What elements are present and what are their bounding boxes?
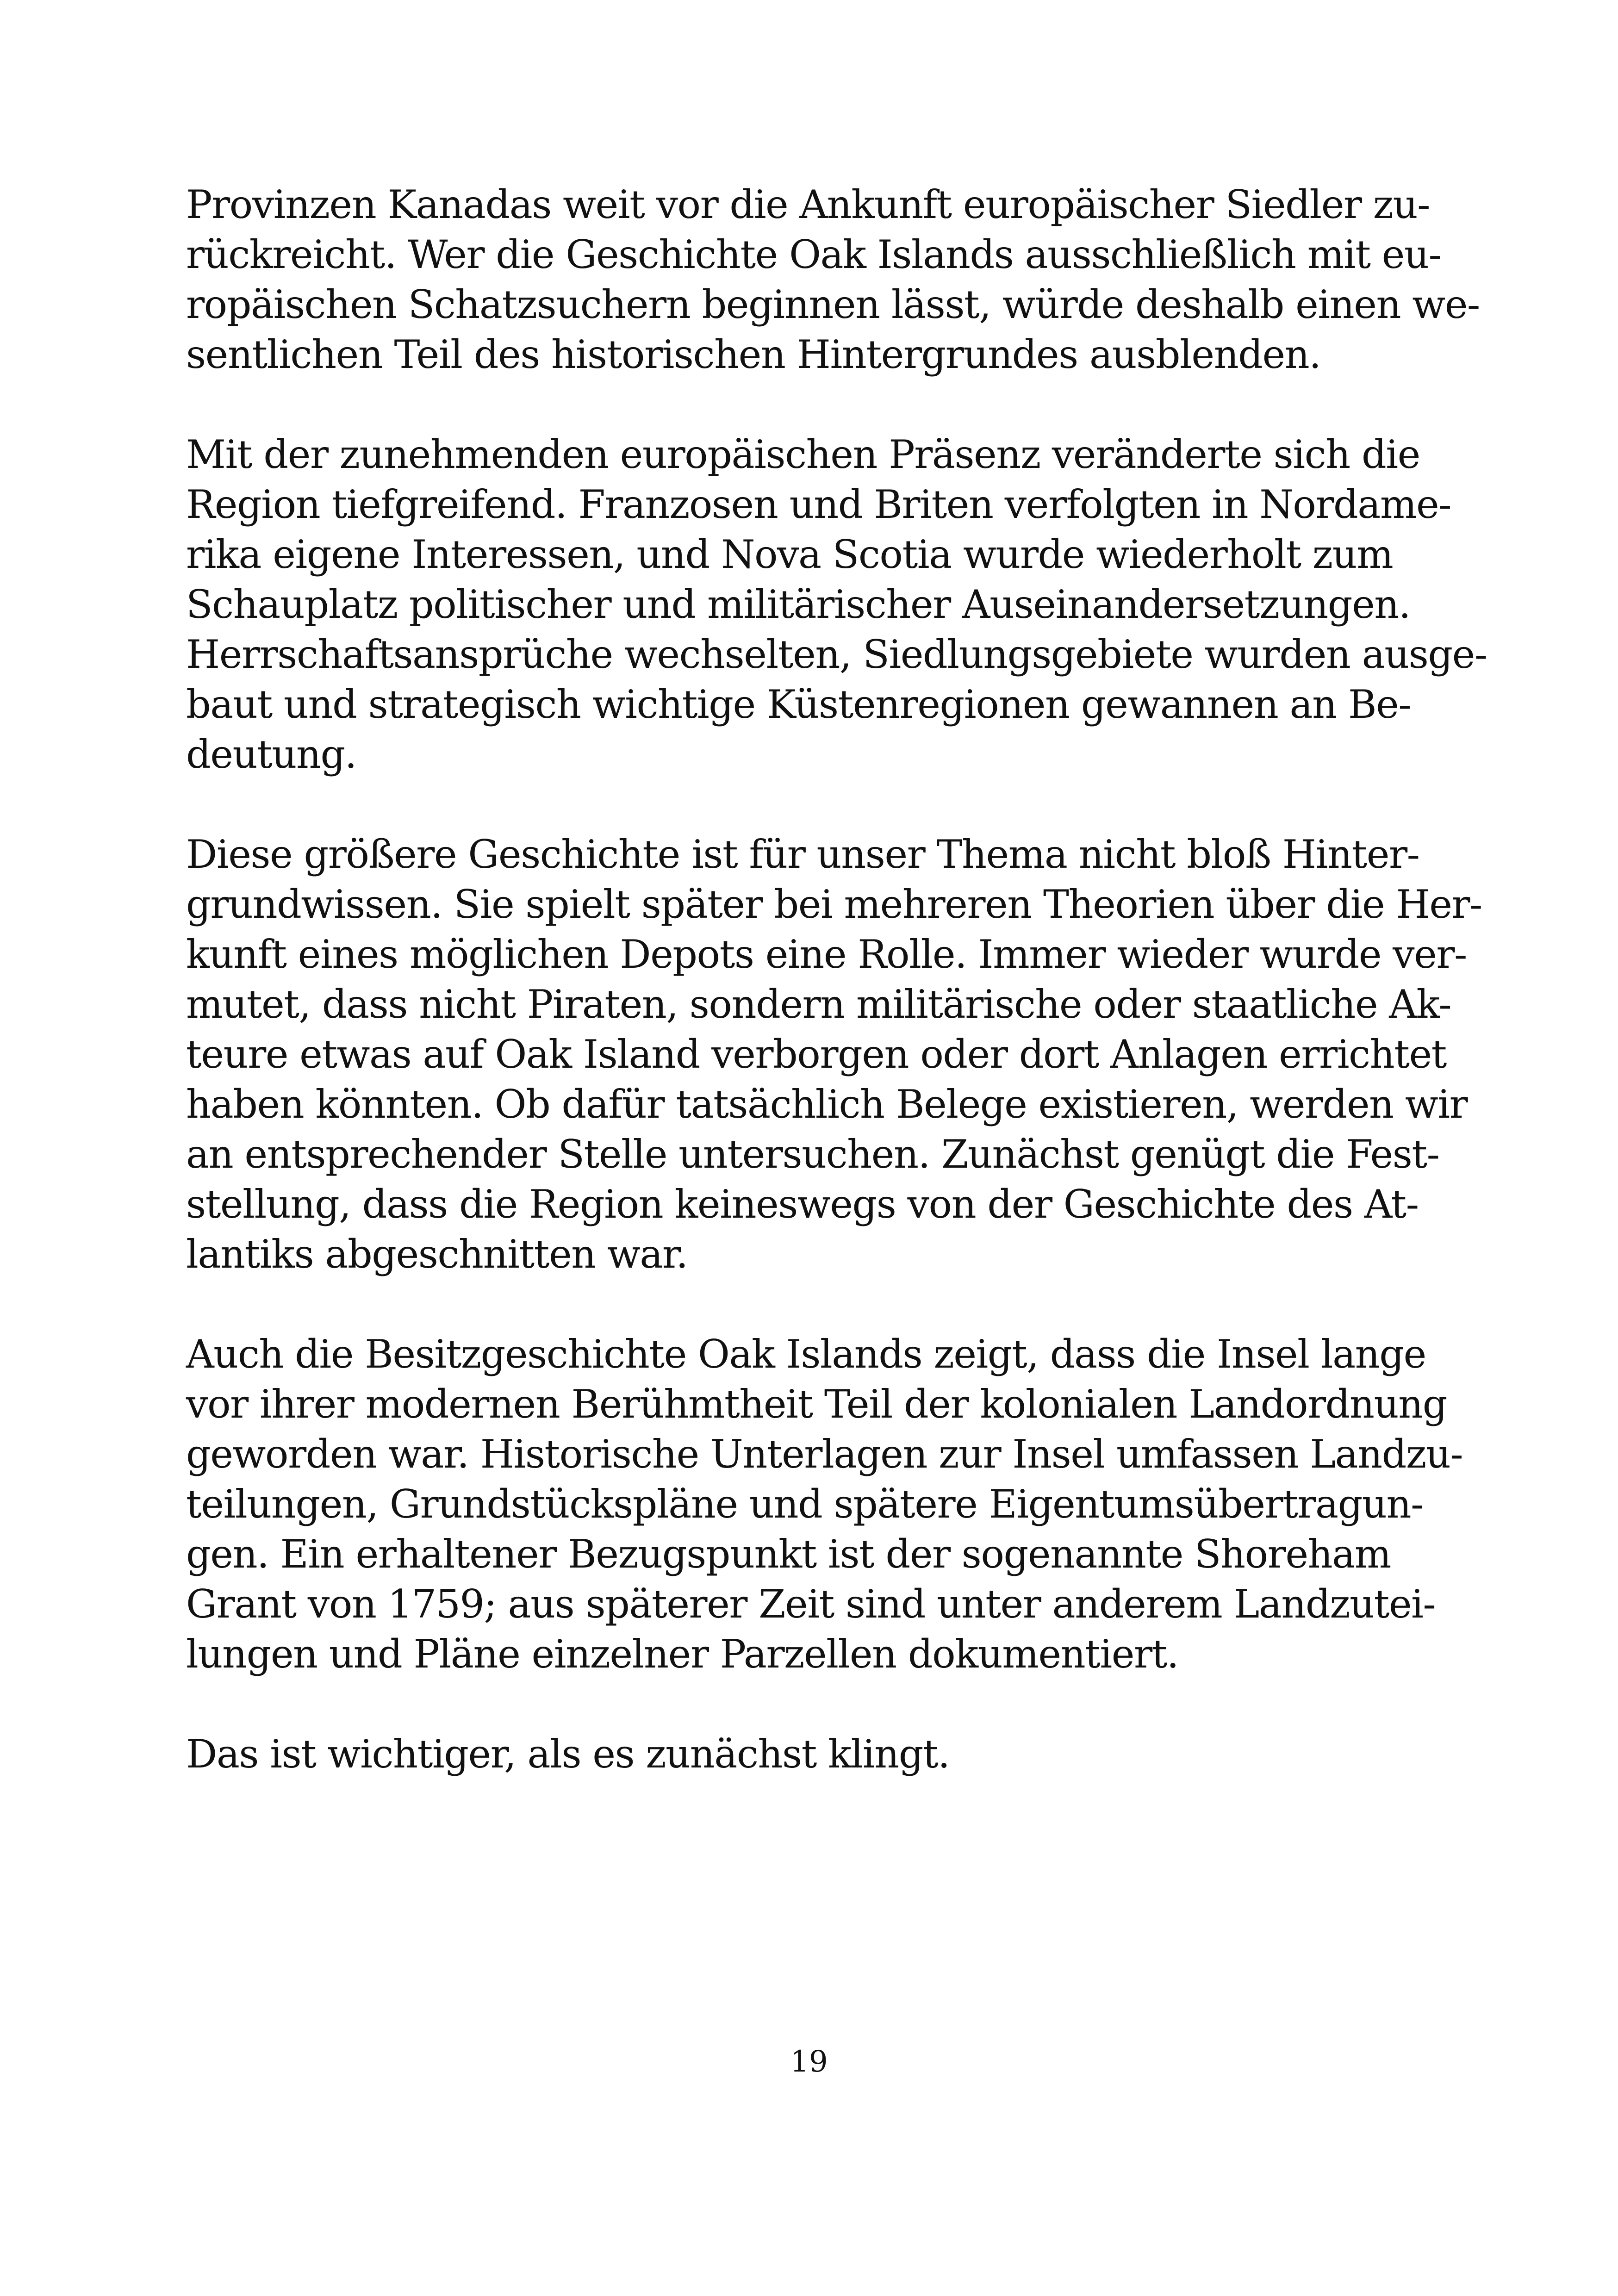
text-line: ropäischen Schatzsuchern beginnen lässt, würde deshalb einen we- xyxy=(186,282,1480,327)
text-line: Herrschaftsansprüche wechselten, Siedlungsgebiete wurden ausge- xyxy=(186,632,1487,677)
body-text xyxy=(186,180,1487,1829)
text-line: rückreicht. Wer die Geschichte Oak Islands ausschließlich mit eu- xyxy=(186,232,1441,277)
text-line: Schauplatz politischer und militärischer Auseinandersetzungen. xyxy=(186,582,1411,627)
text-line: haben könnten. Ob dafür tatsächlich Belege existieren, werden wir xyxy=(186,1082,1468,1127)
text-line: Grant von 1759; aus späterer Zeit sind unter anderem Landzutei- xyxy=(186,1581,1436,1627)
text-line: lantiks abgeschnitten war. xyxy=(186,1232,688,1277)
text-line: Diese größere Geschichte ist für unser Thema nicht bloß Hinter- xyxy=(186,832,1419,877)
text-line: gen. Ein erhaltener Bezugspunkt ist der sogenannte Shoreham xyxy=(186,1531,1391,1577)
text-line: Auch die Besitzgeschichte Oak Islands zeigt, dass die Insel lange xyxy=(186,1332,1426,1377)
text-line: stellung, dass die Region keineswegs von der Geschichte des At- xyxy=(186,1182,1419,1227)
page-number: 19 xyxy=(790,2045,828,2079)
paragraph-3 xyxy=(186,829,1482,1279)
text-line: deutung. xyxy=(186,732,357,777)
paragraph-4 xyxy=(186,1329,1463,1679)
text-line: mutet, dass nicht Piraten, sondern militärische oder staatliche Ak- xyxy=(186,982,1451,1027)
text-line: teilungen, Grundstückspläne und spätere Eigentumsübertragun- xyxy=(186,1481,1423,1527)
text-line: geworden war. Historische Unterlagen zur Insel umfassen Landzu- xyxy=(186,1431,1463,1477)
paragraph-2 xyxy=(186,429,1487,779)
text-line: vor ihrer modernen Berühmtheit Teil der kolonialen Landordnung xyxy=(186,1381,1447,1427)
text-line: Provinzen Kanadas weit vor die Ankunft europäischer Siedler zu- xyxy=(186,182,1430,227)
text-line: grundwissen. Sie spielt später bei mehreren Theorien über die Her- xyxy=(186,882,1482,927)
text-line: rika eigene Interessen, und Nova Scotia wurde wiederholt zum xyxy=(186,532,1393,577)
text-line: kunft eines möglichen Depots eine Rolle. Immer wieder wurde ver- xyxy=(186,932,1467,977)
text-line: Region tiefgreifend. Franzosen und Briten verfolgten in Nordame- xyxy=(186,482,1451,527)
paragraph-5 xyxy=(186,1729,1436,1779)
text-line: Mit der zunehmenden europäischen Präsenz veränderte sich die xyxy=(186,432,1420,477)
paragraph-1 xyxy=(186,180,1480,380)
text-line: an entsprechender Stelle untersuchen. Zunächst genügt die Fest- xyxy=(186,1132,1439,1177)
text-line: sentlichen Teil des historischen Hintergrundes ausblenden. xyxy=(186,332,1321,377)
text-line: baut und strategisch wichtige Küstenregionen gewannen an Be- xyxy=(186,682,1411,727)
text-line: lungen und Pläne einzelner Parzellen dokumentiert. xyxy=(186,1631,1179,1677)
text-line: Das ist wichtiger, als es zunächst klingt. xyxy=(186,1731,950,1777)
text-line: teure etwas auf Oak Island verborgen oder dort Anlagen errichtet xyxy=(186,1032,1446,1077)
